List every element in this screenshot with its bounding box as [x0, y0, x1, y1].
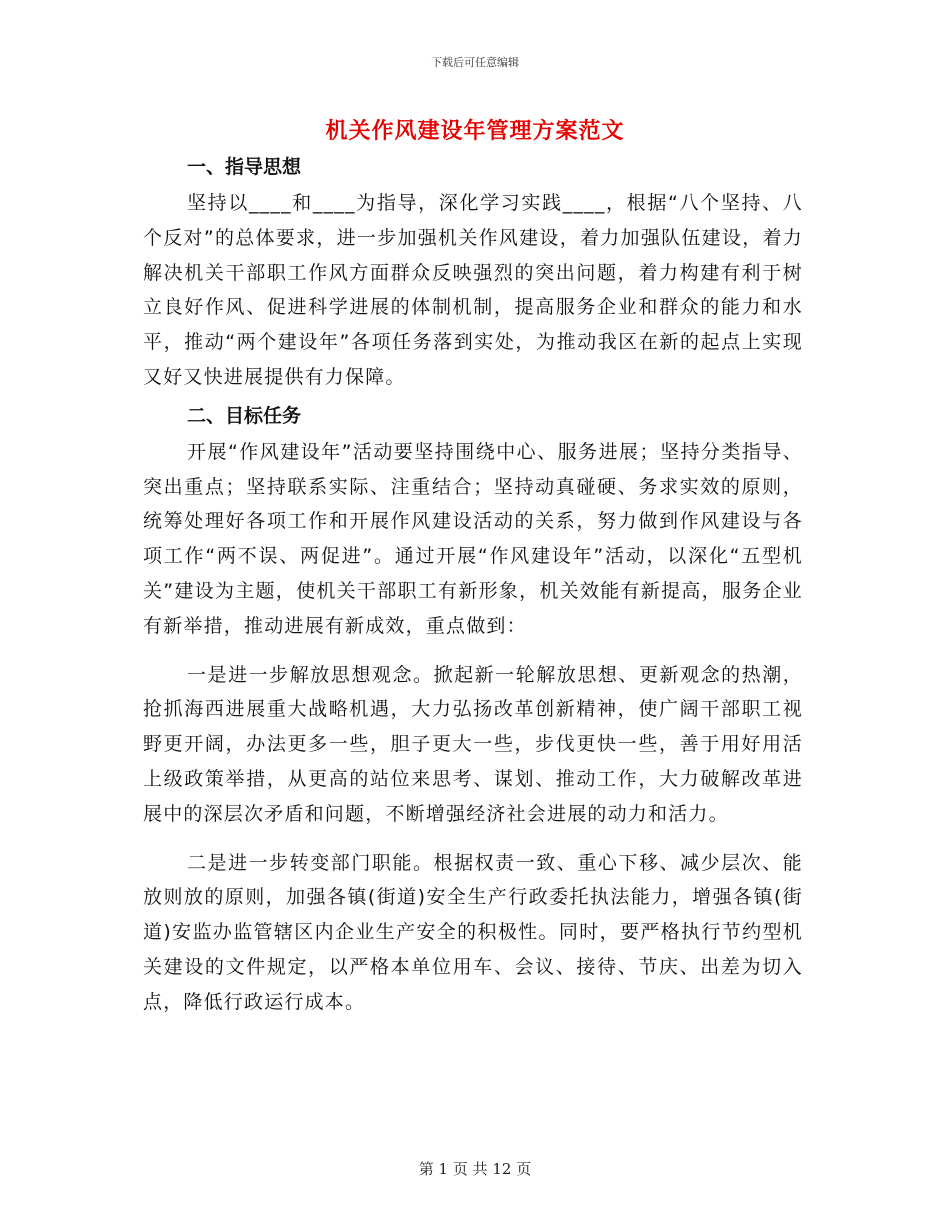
section-heading-objectives: 二、目标任务: [187, 404, 302, 427]
document-title: 机关作风建设年管理方案范文: [325, 119, 625, 144]
paragraph-objectives-intro: 开展“作风建设年”活动要坚持围绕中心、服务进展；坚持分类指导、突出重点；坚持联系实际、注重结合；坚持动真碰硬、务求实效的原则，统筹处理好各项工作和开展作风建设活动的关系，努力做到作风建设与各项工作“两不误、两促进”。通过开展“作风建设年”活动，以深化“五型机关”建设为主题，使机关干部职工有新形象，机关效能有新提高，服务企业有新举措，推动进展有新成效，重点做到：: [143, 440, 803, 637]
paragraph-guiding-thought: 坚持以____和____为指导，深化学习实践____，根据“八个坚持、八个反对”的总体要求，进一步加强机关作风建设，着力加强队伍建设，着力解决机关干部职工作风方面群众反映强烈的突出问题，着力构建有利于树立良好作风、促进科学进展的体制机制，提高服务企业和群众的能力和水平，推动“两个建设年”各项任务落到实处，为推动我区在新的起点上实现又好又快进展提供有力保障。: [143, 192, 803, 388]
paragraph-point-two: 二是进一步转变部门职能。根据权责一致、重心下移、减少层次、能放则放的原则，加强各镇(街道)安全生产行政委托执法能力，增强各镇(街道)安监办监管辖区内企业生产安全的积极性。同时，要严格执行节约型机关建设的文件规定，以严格本单位用车、会议、接待、节庆、出差为切入点，降低行政运行成本。: [143, 851, 803, 1013]
section-heading-guiding-thought: 一、指导思想: [187, 156, 302, 178]
page-header-note: 下载后可任意编辑: [431, 56, 519, 69]
page-number: 第 1 页 共 12 页: [418, 1160, 532, 1178]
paragraph-point-one: 一是进一步解放思想观念。掀起新一轮解放思想、更新观念的热潮，抢抓海西进展重大战略机遇，大力弘扬改革创新精神，使广阔干部职工视野更开阔，办法更多一些，胆子更大一些，步伐更快一些，善于用好用活上级政策举措，从更高的站位来思考、谋划、推动工作，大力破解改革进展中的深层次矛盾和问题，不断增强经济社会进展的动力和活力。: [143, 663, 803, 825]
document-body: [143, 150, 803, 1020]
